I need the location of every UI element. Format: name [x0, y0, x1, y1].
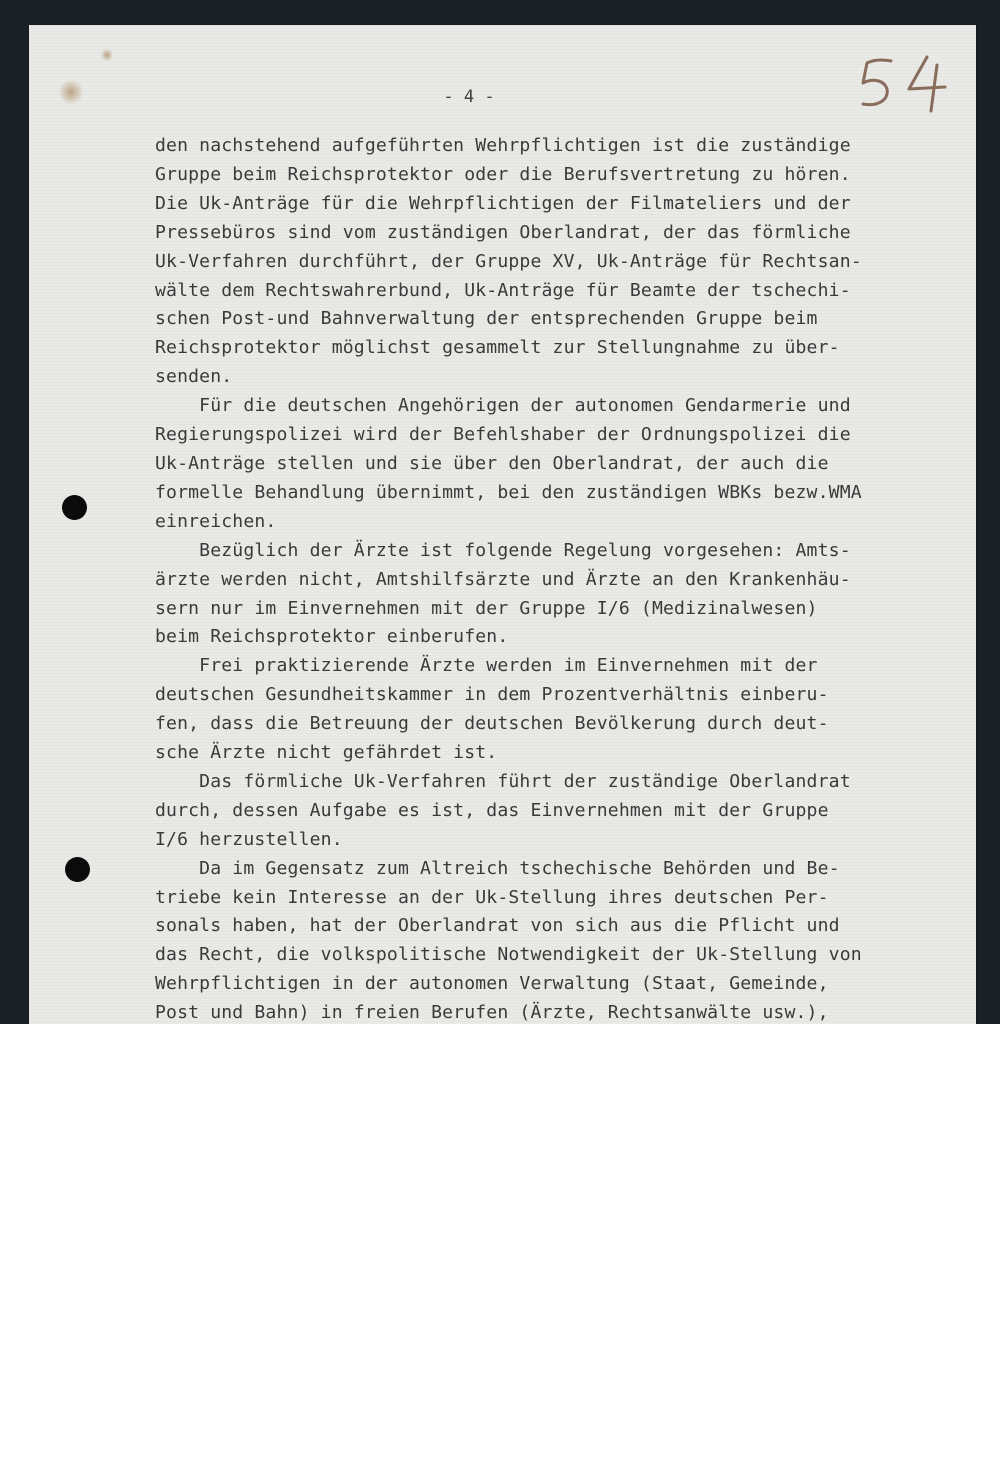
handwritten-folio-number: [849, 47, 959, 117]
text-line: Pressebüros sind vom zuständigen Oberlandrat, der das förmliche: [155, 221, 851, 243]
page-number: - 4 -: [443, 87, 495, 107]
punch-hole: [62, 495, 87, 520]
text-line: sche Ärzte nicht gefährdet ist.: [155, 742, 498, 764]
text-line: Reichsprotektor möglichst gesammelt zur Stellungnahme zu über-: [155, 337, 840, 359]
text-line: schen Post-und Bahnverwaltung der entsprechenden Gruppe beim: [155, 308, 818, 330]
text-line: wälte dem Rechtswahrerbund, Uk-Anträge für Beamte der tschechi-: [155, 279, 851, 301]
text-line: Uk-Anträge stellen und sie über den Oberlandrat, der auch die: [155, 452, 829, 474]
text-line: Frei praktizierende Ärzte werden im Einvernehmen mit der: [155, 655, 818, 677]
text-line: deutschen Gesundheitskammer in dem Prozentverhältnis einberu-: [155, 684, 829, 706]
text-line: fen, dass die Betreuung der deutschen Bevölkerung durch deut-: [155, 713, 829, 735]
text-line: Bezüglich der Ärzte ist folgende Regelung vorgesehen: Amts-: [155, 539, 851, 561]
text-line: I/6 herzustellen.: [155, 828, 343, 850]
text-line: Wehrpflichtigen in der autonomen Verwaltung (Staat, Gemeinde,: [155, 973, 829, 995]
document-body-text: [155, 132, 945, 1024]
text-line: senden.: [155, 366, 233, 388]
text-line: sonals haben, hat der Oberlandrat von sich aus die Pflicht und: [155, 915, 840, 937]
text-line: Post und Bahn) in freien Berufen (Ärzte, Rechtsanwälte usw.),: [155, 1002, 829, 1024]
text-line: den nachstehend aufgeführten Wehrpflichtigen ist die zuständige: [155, 135, 851, 156]
paper-stain: [101, 49, 113, 61]
document-sheet: [29, 25, 976, 1024]
text-line: formelle Behandlung übernimmt, bei den zuständigen WBKs bezw.WMA: [155, 481, 862, 503]
text-line: Für die deutschen Angehörigen der autonomen Gendarmerie und: [155, 395, 851, 417]
text-line: Das förmliche Uk-Verfahren führt der zuständige Oberlandrat: [155, 770, 851, 792]
punch-hole: [65, 857, 90, 882]
paper-stain: [59, 80, 83, 104]
text-line: Da im Gegensatz zum Altreich tschechische Behörden und Be-: [155, 857, 840, 879]
text-line: durch, dessen Aufgabe es ist, das Einvernehmen mit der Gruppe: [155, 799, 829, 821]
text-line: Regierungspolizei wird der Befehlshaber der Ordnungspolizei die: [155, 424, 851, 446]
text-line: einreichen.: [155, 510, 277, 532]
text-line: sern nur im Einvernehmen mit der Gruppe I/6 (Medizinalwesen): [155, 597, 818, 619]
text-line: Gruppe beim Reichsprotektor oder die Berufsvertretung zu hören.: [155, 163, 851, 185]
text-line: beim Reichsprotektor einberufen.: [155, 626, 509, 648]
text-line: ärzte werden nicht, Amtshilfsärzte und Ärzte an den Krankenhäu-: [155, 568, 851, 590]
text-line: Uk-Verfahren durchführt, der Gruppe XV, Uk-Anträge für Rechtsan-: [155, 250, 862, 272]
text-line: triebe kein Interesse an der Uk-Stellung ihres deutschen Per-: [155, 886, 829, 908]
text-line: das Recht, die volkspolitische Notwendigkeit der Uk-Stellung von: [155, 944, 862, 966]
text-line: Die Uk-Anträge für die Wehrpflichtigen der Filmateliers und der: [155, 192, 851, 214]
